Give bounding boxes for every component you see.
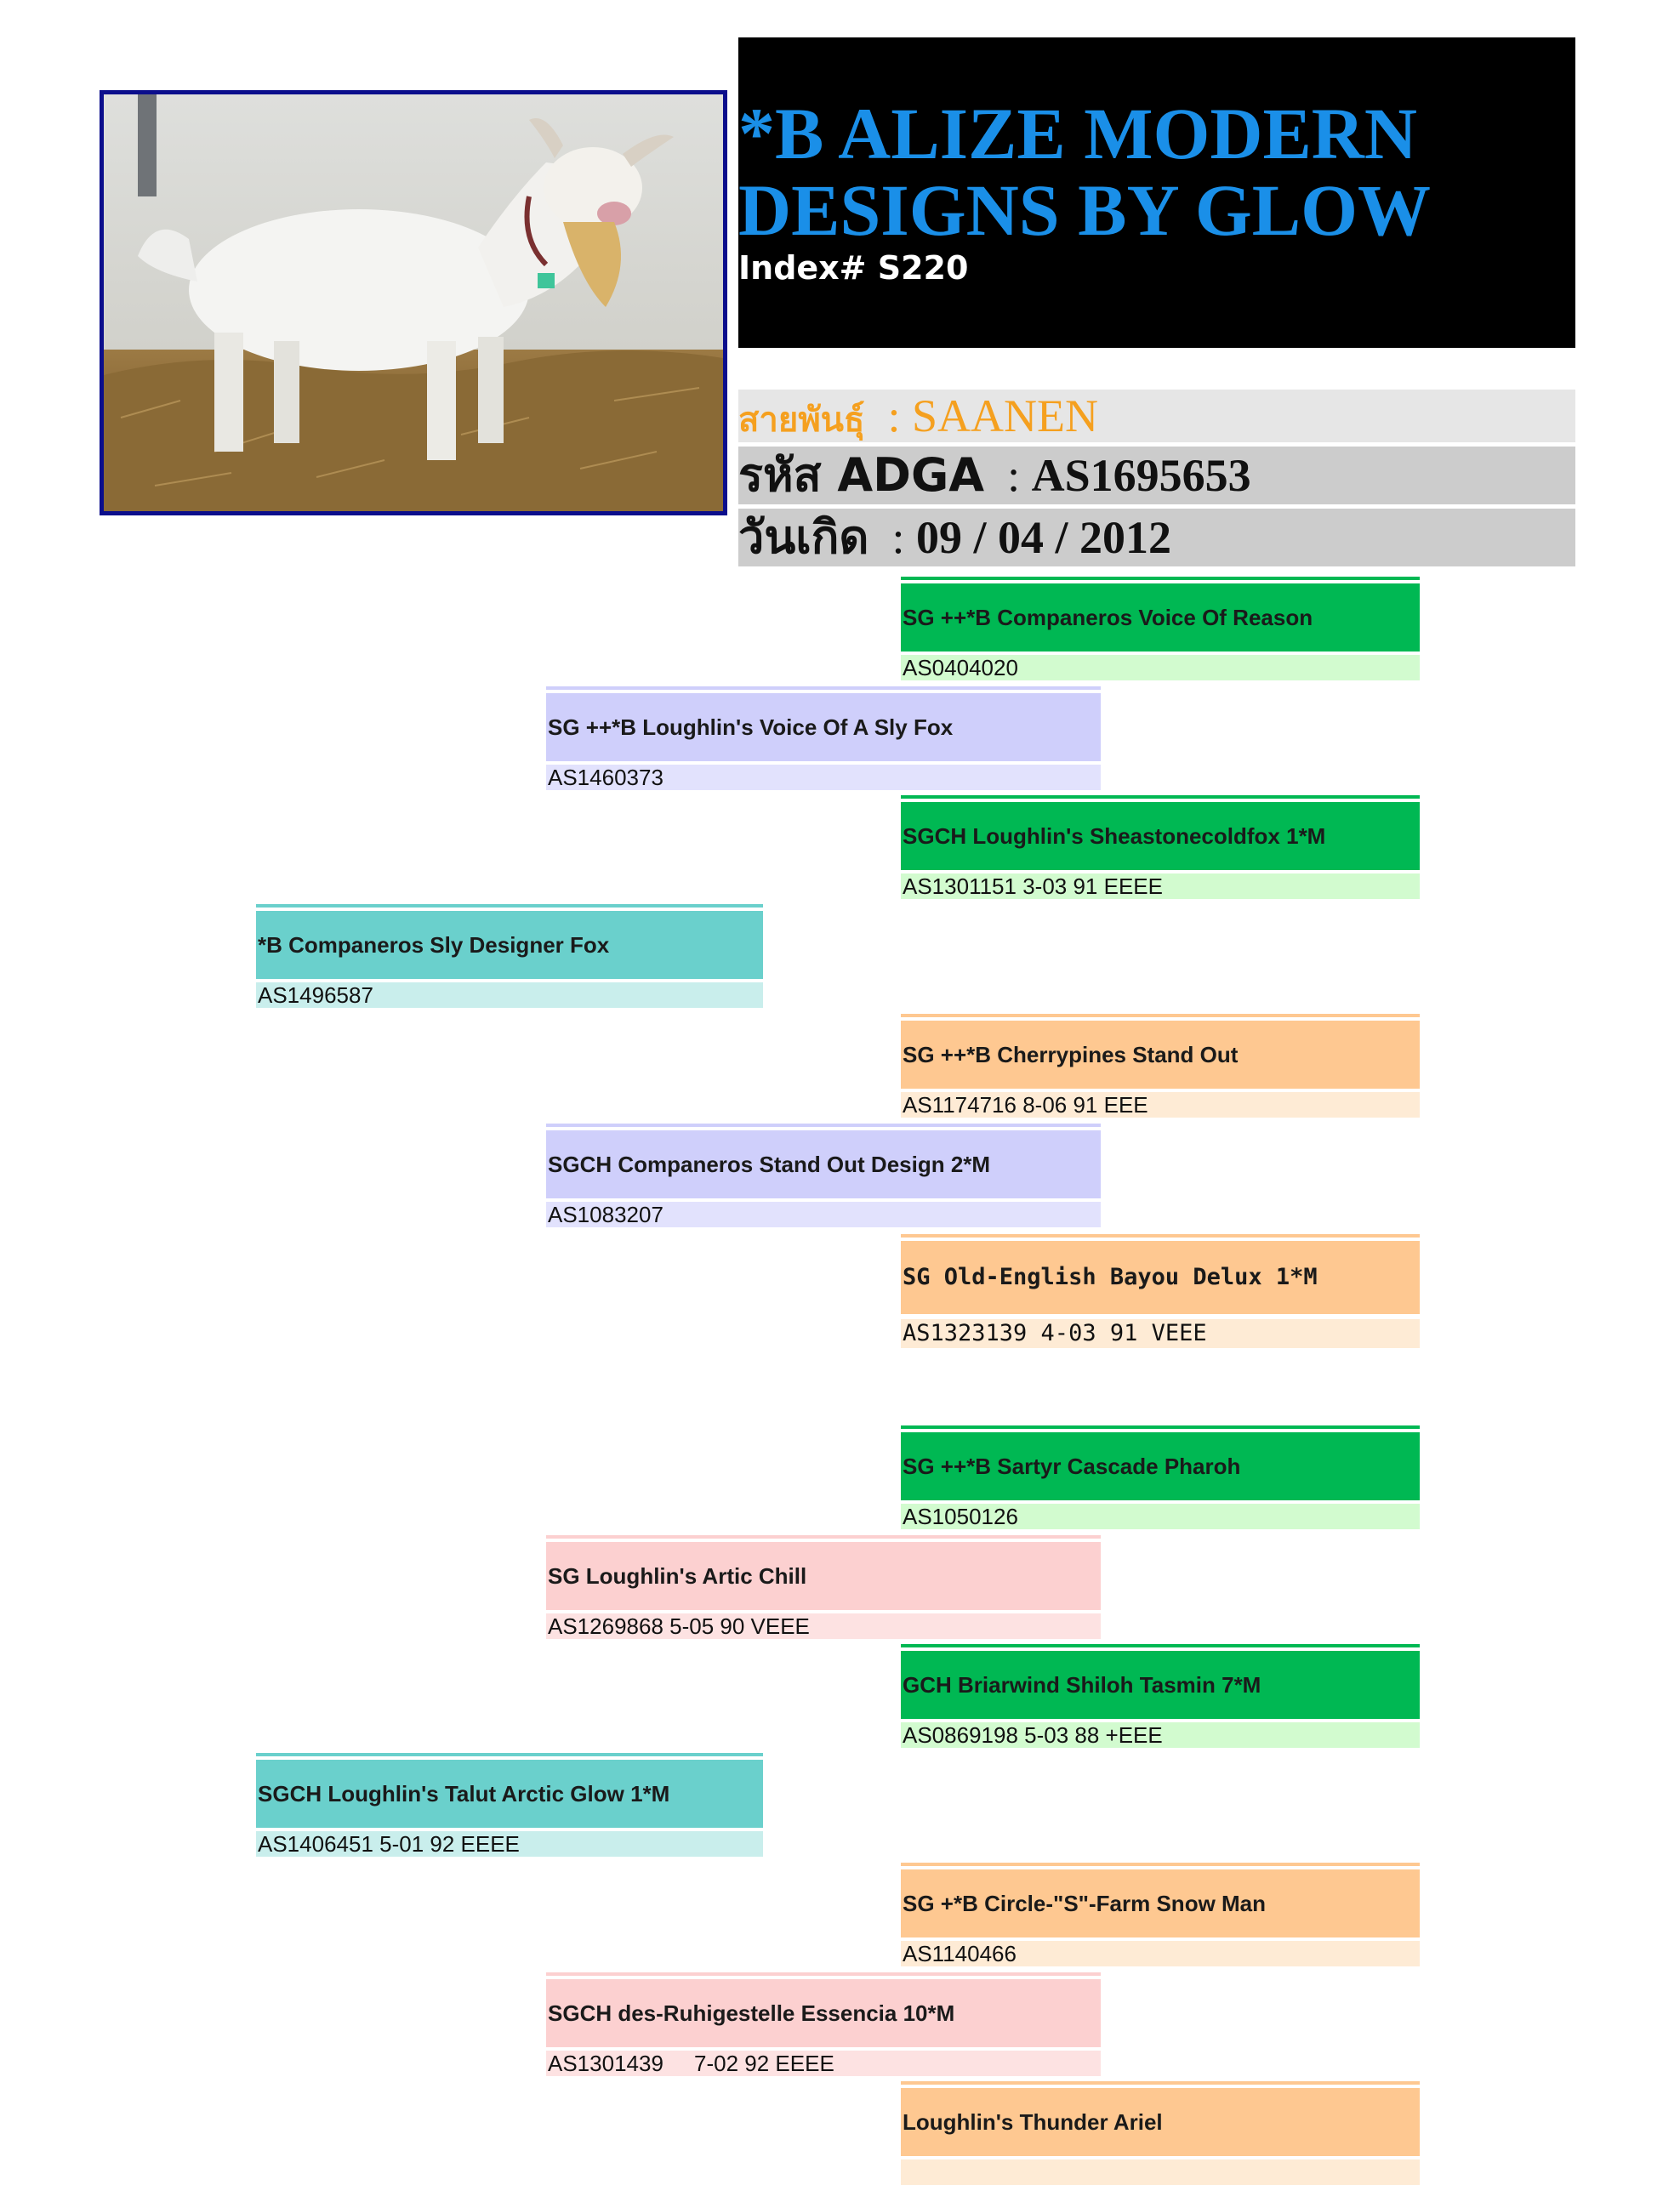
pedigree-code: AS1140466 <box>901 1941 1420 1966</box>
pedigree-name: GCH Briarwind Shiloh Tasmin 7*M <box>901 1651 1420 1719</box>
pedigree-name: SG Loughlin's Artic Chill <box>546 1542 1101 1610</box>
pedigree-code: AS1460373 <box>546 765 1101 790</box>
page-title: *B ALIZE MODERN DESIGNS BY GLOW <box>738 93 1432 251</box>
pedigree-code: AS1496587 <box>256 982 763 1008</box>
breed-label: สายพันธุ์ <box>738 401 865 440</box>
pedigree-name: SG ++*B Sartyr Cascade Pharoh <box>901 1432 1420 1500</box>
goat-image <box>104 94 723 511</box>
pedigree-name: *B Companeros Sly Designer Fox <box>256 911 763 979</box>
pedigree-sire <box>256 904 763 1008</box>
breed-row <box>738 390 1575 442</box>
pedigree-name: SG ++*B Loughlin's Voice Of A Sly Fox <box>546 693 1101 761</box>
pedigree-name: SG Old-English Bayou Delux 1*M <box>901 1241 1420 1314</box>
pedigree-code: AS1050126 <box>901 1504 1420 1529</box>
pedigree-name: SG ++*B Companeros Voice Of Reason <box>901 583 1420 652</box>
pedigree-code: AS1301439 7-02 92 EEEE <box>546 2051 1101 2076</box>
pedigree-dam-sire-dam <box>901 1644 1420 1748</box>
pedigree-name: SGCH des-Ruhigestelle Essencia 10*M <box>546 1979 1101 2047</box>
pedigree-code: AS1406451 5-01 92 EEEE <box>256 1831 763 1857</box>
pedigree-name: SG ++*B Cherrypines Stand Out <box>901 1021 1420 1089</box>
pedigree-sire-dam-dam <box>901 1234 1420 1348</box>
pedigree-code: AS1174716 8-06 91 EEE <box>901 1092 1420 1118</box>
pedigree-sire-dam-sire <box>901 1014 1420 1118</box>
pedigree-code: AS0404020 <box>901 655 1420 680</box>
pedigree-sire-sire-dam <box>901 795 1420 899</box>
pedigree-code <box>901 2159 1420 2185</box>
dob-value: 09 / 04 / 2012 <box>915 512 1171 563</box>
goat-photo <box>100 90 727 515</box>
dob-row <box>738 509 1575 566</box>
pedigree-code: AS1323139 4-03 91 VEEE <box>901 1319 1420 1348</box>
pedigree-name: SG +*B Circle-"S"-Farm Snow Man <box>901 1869 1420 1937</box>
pedigree-name: SGCH Loughlin's Talut Arctic Glow 1*M <box>256 1760 763 1828</box>
breed-separator: : <box>887 390 901 441</box>
pedigree-name: SGCH Loughlin's Sheastonecoldfox 1*M <box>901 802 1420 870</box>
pedigree-sire-sire-sire <box>901 577 1420 680</box>
pedigree-code: AS1269868 5-05 90 VEEE <box>546 1613 1101 1639</box>
pedigree-code: AS1301151 3-03 91 EEEE <box>901 873 1420 899</box>
pedigree-dam-sire-sire <box>901 1425 1420 1529</box>
pedigree-name: Loughlin's Thunder Ariel <box>901 2088 1420 2156</box>
adga-row <box>738 447 1575 504</box>
pedigree-dam <box>256 1753 763 1857</box>
breed-value: SAANEN <box>911 390 1098 441</box>
adga-separator: : <box>1007 450 1021 501</box>
pedigree-dam-dam-dam <box>901 2081 1420 2185</box>
index-number: Index# S220 <box>738 249 969 287</box>
pedigree-code: AS1083207 <box>546 1202 1101 1227</box>
pedigree-dam-dam <box>546 1972 1101 2076</box>
dob-separator: : <box>891 512 905 563</box>
adga-label: รหัส ADGA <box>738 448 985 502</box>
pedigree-dam-dam-sire <box>901 1863 1420 1966</box>
pedigree-dam-sire <box>546 1535 1101 1639</box>
pedigree-name: SGCH Companeros Stand Out Design 2*M <box>546 1130 1101 1198</box>
dob-label: วันเกิด <box>738 510 869 564</box>
pedigree-sire-sire <box>546 686 1101 790</box>
adga-value: AS1695653 <box>1031 450 1251 501</box>
pedigree-sire-dam <box>546 1124 1101 1227</box>
pedigree-code: AS0869198 5-03 88 +EEE <box>901 1722 1420 1748</box>
